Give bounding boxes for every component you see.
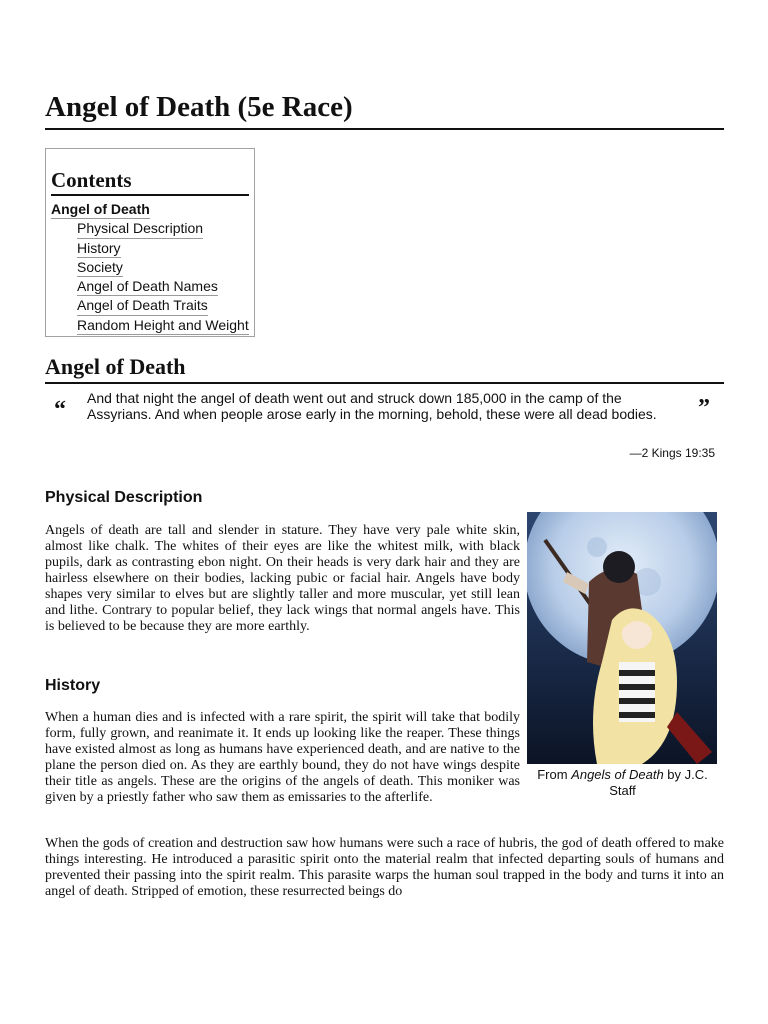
toc-item-height-weight[interactable]: Random Height and Weight bbox=[77, 316, 249, 335]
physical-description-heading: Physical Description bbox=[45, 489, 203, 506]
quote-attribution: —2 Kings 19:35 bbox=[629, 446, 715, 460]
caption-title: Angels of Death bbox=[571, 767, 664, 782]
toc-title: Contents bbox=[51, 167, 249, 196]
toc-item-angel-of-death[interactable]: Angel of Death bbox=[51, 200, 150, 219]
page-title: Angel of Death (5e Race) bbox=[45, 88, 724, 130]
quote-text: And that night the angel of death went out and struck down 185,000 in the camp of the Assyrians. And when people arose early in the morning, behold, these were all dead bodies. bbox=[87, 390, 657, 422]
figure-caption: From Angels of Death by J.C. Staff bbox=[537, 767, 708, 798]
toc-item-physical-description[interactable]: Physical Description bbox=[77, 219, 203, 238]
physical-description-text: Angels of death are tall and slender in stature. They have very pale white skin, almost like chalk. The whites of their eyes are like the whitest milk, with black pupils, dark as contrasting ebon night. On their heads is very dark hair and they are hairless elsewhere on their bodies, lacking pubic or facial hair. Angels have body shapes very similar to elves but are slightly taller and more muscular, yet still lean and lithe. Contrary to popular belief, they lack wings that normal angels have. This is believed to be because they are more earthly. bbox=[45, 523, 520, 634]
history-text-1: When a human dies and is infected with a rare spirit, the spirit will take that bodily form, fully grown, and reanimate it. It ends up looking like the reaper. These things have existed almost as long as humans have experienced death, and are native to the plane the person died on. As they are earthly bound, they do not have wings despite their title as angels. These are the origins of the angels of death. This moniker was given by a priestly father who saw them as emissaries to the afterlife. bbox=[45, 710, 520, 805]
toc-item-society[interactable]: Society bbox=[77, 258, 123, 277]
figure bbox=[527, 512, 718, 799]
table-of-contents bbox=[45, 148, 255, 337]
close-quote-mark: ” bbox=[698, 395, 710, 421]
artwork-image bbox=[527, 512, 717, 764]
history-text-2: When the gods of creation and destruction saw how humans were such a race of hubris, the god of death offered to make things interesting. He introduced a parasitic spirit onto the material realm that infected departing souls of humans and prevented their passing into the spirit realm. This parasite warps the human soul trapped in the body and turns it into an angel of death. Stripped of emotion, these resurrected beings do bbox=[45, 836, 724, 899]
history-heading: History bbox=[45, 677, 101, 694]
open-quote-mark: “ bbox=[54, 397, 66, 423]
section-title: Angel of Death bbox=[45, 353, 724, 384]
toc-item-traits[interactable]: Angel of Death Traits bbox=[77, 296, 208, 315]
toc-item-history[interactable]: History bbox=[77, 239, 121, 258]
toc-item-names[interactable]: Angel of Death Names bbox=[77, 277, 218, 296]
